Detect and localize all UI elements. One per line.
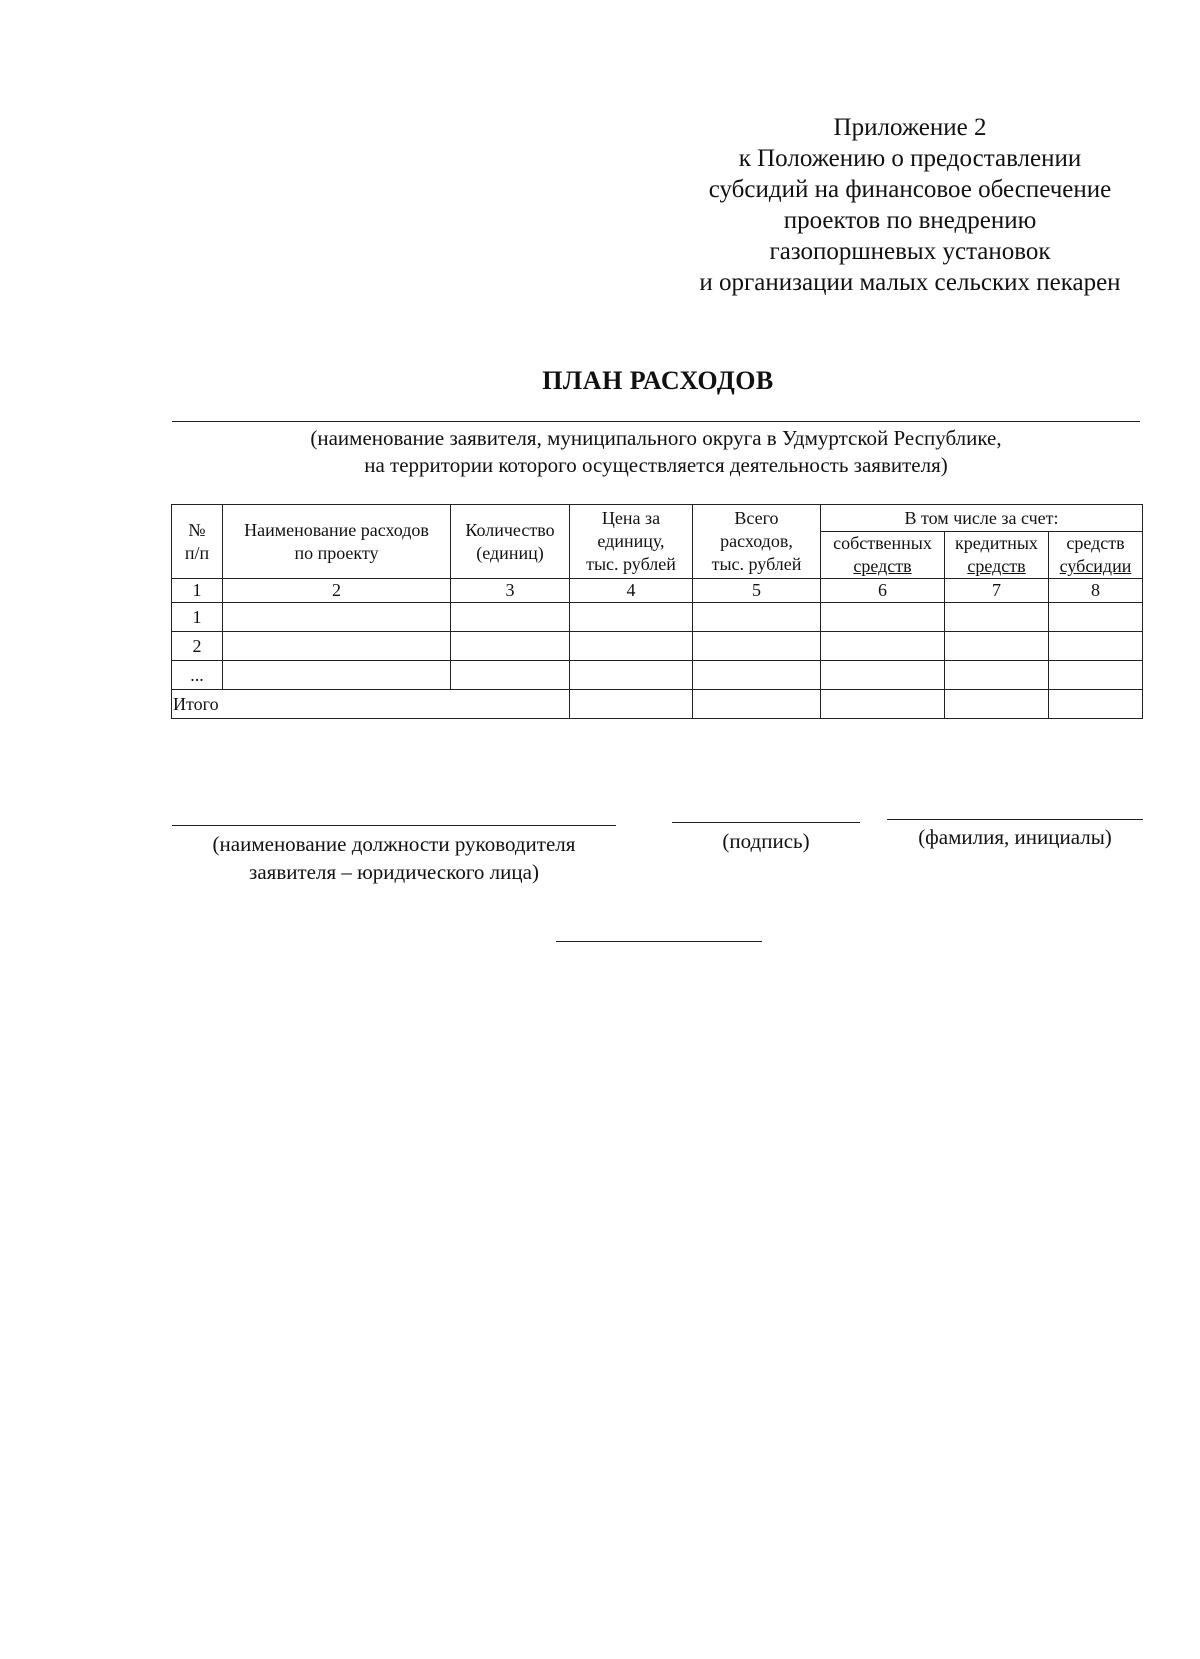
appendix-line: проектов по внедрению bbox=[783, 207, 1037, 234]
row-number: 1 bbox=[172, 603, 223, 632]
position-fill-line[interactable] bbox=[172, 825, 616, 826]
table-cell[interactable] bbox=[223, 603, 451, 632]
applicant-caption bbox=[172, 425, 1140, 479]
closing-divider bbox=[556, 941, 762, 942]
position-caption-line: (наименование должности руководителя bbox=[212, 832, 576, 856]
table-cell[interactable] bbox=[570, 661, 693, 690]
header-text: Количество bbox=[465, 519, 555, 540]
header-text: средств bbox=[1066, 533, 1125, 553]
table-cell[interactable] bbox=[570, 632, 693, 661]
table-cell[interactable] bbox=[821, 661, 945, 690]
header-credit-funds bbox=[945, 532, 1049, 579]
column-number-row bbox=[172, 579, 1143, 603]
name-fill-line[interactable] bbox=[887, 819, 1143, 820]
table-cell[interactable] bbox=[693, 632, 821, 661]
table-cell[interactable] bbox=[1049, 690, 1143, 719]
table-cell[interactable] bbox=[1049, 661, 1143, 690]
applicant-caption-line: (наименование заявителя, муниципального округа в Удмуртской Республике, bbox=[310, 426, 1002, 450]
header-text: собственных bbox=[833, 533, 932, 553]
header-num bbox=[172, 505, 223, 579]
expense-plan-table bbox=[171, 504, 1143, 719]
header-text: кредитных bbox=[955, 533, 1038, 553]
signature-caption: (подпись) bbox=[722, 829, 810, 853]
column-number: 6 bbox=[821, 579, 945, 603]
table-header-row bbox=[172, 505, 1143, 532]
appendix-line: и организации малых сельских пекарен bbox=[699, 269, 1121, 296]
applicant-caption-line: на территории которого осуществляется деятельность заявителя) bbox=[364, 453, 948, 477]
table-cell[interactable] bbox=[821, 690, 945, 719]
table-cell[interactable] bbox=[945, 603, 1049, 632]
header-total bbox=[693, 505, 821, 579]
total-row bbox=[172, 690, 1143, 719]
position-caption bbox=[160, 830, 628, 886]
header-text: тыс. рублей bbox=[586, 554, 676, 574]
table-cell[interactable] bbox=[945, 690, 1049, 719]
header-text: № bbox=[188, 519, 206, 540]
position-caption-line: заявителя – юридического лица) bbox=[249, 860, 539, 884]
header-text: Наименование расходов bbox=[244, 519, 429, 540]
header-quantity bbox=[451, 505, 570, 579]
column-number: 8 bbox=[1049, 579, 1143, 603]
table-cell[interactable] bbox=[945, 661, 1049, 690]
appendix-line: субсидий на финансовое обеспечение bbox=[708, 176, 1112, 203]
header-text: (единиц) bbox=[476, 542, 544, 563]
table-cell[interactable] bbox=[223, 661, 451, 690]
header-text: субсидии bbox=[1059, 556, 1132, 576]
column-number: 3 bbox=[451, 579, 570, 603]
header-text: единицу, bbox=[597, 531, 665, 551]
name-caption: (фамилия, инициалы) bbox=[918, 825, 1112, 849]
header-text: п/п bbox=[184, 542, 210, 563]
table-cell[interactable] bbox=[451, 603, 570, 632]
column-number: 7 bbox=[945, 579, 1049, 603]
column-number: 4 bbox=[570, 579, 693, 603]
signature-fill-line[interactable] bbox=[672, 822, 860, 823]
appendix-block bbox=[660, 112, 1160, 298]
row-number: ... bbox=[172, 661, 223, 690]
table-cell[interactable] bbox=[693, 661, 821, 690]
table-cell[interactable] bbox=[570, 603, 693, 632]
appendix-line: газопоршневых установок bbox=[769, 238, 1051, 265]
column-number: 1 bbox=[172, 579, 223, 603]
table-cell[interactable] bbox=[451, 632, 570, 661]
header-text: расходов, bbox=[720, 531, 793, 551]
header-text: Цена за bbox=[601, 508, 661, 528]
table-cell[interactable] bbox=[1049, 603, 1143, 632]
header-text: средств bbox=[853, 556, 912, 576]
table-row bbox=[172, 661, 1143, 690]
header-price bbox=[570, 505, 693, 579]
header-text: тыс. рублей bbox=[711, 554, 802, 574]
table-cell[interactable] bbox=[451, 661, 570, 690]
column-number: 2 bbox=[223, 579, 451, 603]
document-title: ПЛАН РАСХОДОВ bbox=[542, 366, 774, 395]
header-funding-group: В том числе за счет: bbox=[821, 505, 1143, 532]
table-cell[interactable] bbox=[821, 632, 945, 661]
header-text: Всего bbox=[734, 508, 779, 528]
table-row bbox=[172, 603, 1143, 632]
applicant-fill-line[interactable] bbox=[172, 421, 1140, 422]
table-cell[interactable] bbox=[223, 632, 451, 661]
column-number: 5 bbox=[693, 579, 821, 603]
table-cell[interactable] bbox=[945, 632, 1049, 661]
header-text: средств bbox=[967, 556, 1026, 576]
table-cell[interactable] bbox=[693, 603, 821, 632]
total-label: Итого bbox=[172, 690, 570, 719]
table-cell[interactable] bbox=[570, 690, 693, 719]
row-number: 2 bbox=[172, 632, 223, 661]
header-own-funds bbox=[821, 532, 945, 579]
header-subsidy-funds bbox=[1049, 532, 1143, 579]
appendix-line: к Положению о предоставлении bbox=[738, 145, 1082, 172]
table-cell[interactable] bbox=[1049, 632, 1143, 661]
header-text: по проекту bbox=[294, 542, 379, 563]
appendix-line: Приложение 2 bbox=[833, 114, 987, 141]
table-row bbox=[172, 632, 1143, 661]
header-name bbox=[223, 505, 451, 579]
table-cell[interactable] bbox=[693, 690, 821, 719]
table-cell[interactable] bbox=[821, 603, 945, 632]
